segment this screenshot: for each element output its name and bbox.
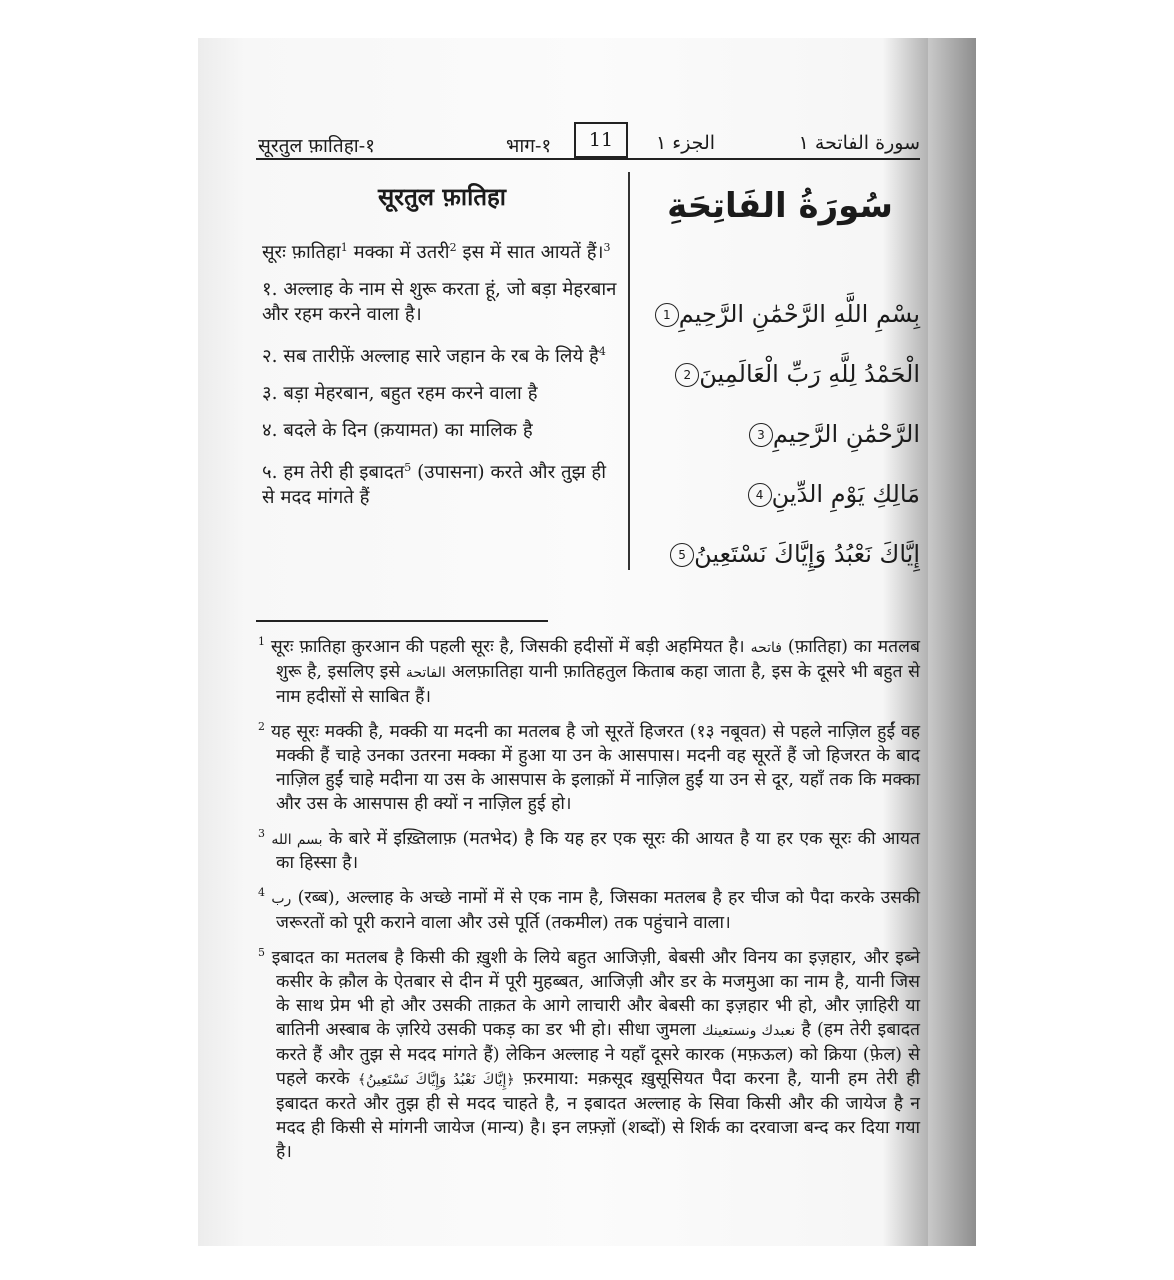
arabic-column [640,180,920,600]
ayah-number-marker: 5 [670,543,694,567]
footnote-3: $^3$ بسم الله के बारे में इख़्तिलाफ़ (मतभेद) है कि यह हर एक सूरः की आयत है या हर एक सूरः की आयत का हिस्सा है। [258,826,920,874]
ayah-3: الرَّحْمَٰنِ الرَّحِيمِ3 [640,420,920,456]
surah-title-hindi: सूरतुल फ़ातिहा [378,182,506,211]
verse-translation-4: ४. बदले के दिन (क़यामत) का मालिक है [262,420,533,442]
footnotes [258,630,920,1170]
header-surah-hindi: सूरतुल फ़ातिहा-१ [258,135,375,157]
header-juz-arabic: الجزء ١ [656,132,716,154]
ayah-number-marker: 2 [675,363,699,387]
ayah-number-marker: 1 [655,303,679,327]
ayah-4: مَالِكِ يَوْمِ الدِّينِ4 [640,480,920,516]
page-header [256,122,920,158]
ayah-1: بِسْمِ اللَّهِ الرَّحْمَٰنِ الرَّحِيمِ1 [640,300,920,336]
header-rule [256,158,920,160]
header-part: भाग-१ [506,135,552,157]
ayah-number-marker: 4 [748,483,772,507]
column-divider [628,172,630,570]
header-surah-arabic: سورة الفاتحة ١ [798,132,920,154]
page-number: 11 [574,122,628,158]
ayah-2: الْحَمْدُ لِلَّهِ رَبِّ الْعَالَمِينَ2 [640,360,920,396]
ayah-number-marker: 3 [749,423,773,447]
verse-translation-5: ५. हम तेरी ही इबादत$^5$ (उपासना) करते और तुझ ही से मदद मांगते हैं [262,461,607,509]
verse-translation-3: ३. बड़ा मेहरबान, बहुत रहम करने वाला है [262,383,538,405]
page-edge-shadow [928,38,976,1246]
surah-title-arabic: سُورَةُ الفَاتِحَةِ [667,186,893,226]
ayah-5: إِيَّاكَ نَعْبُدُ وَإِيَّاكَ نَسْتَعِينُ5 [640,540,920,576]
verse-translation-1: १. अल्लाह के नाम से शुरू करता हूं, जो बड़ा मेहरबान और रहम करने वाला है। [262,279,617,326]
footnote-4: $^4$ رب (रब्ब), अल्लाह के अच्छे नामों में से एक नाम है, जिसका मतलब है हर चीज को पैदा करके उसकी जरूरतों को पूरी कराने वाला और उसे पूर्ति (तकमील) तक पहुंचाने वाला। [258,886,920,934]
verse-translation-2: २. सब तारीफ़ें अल्लाह सारे जहान के रब के लिये है$^4$ [262,345,606,368]
translation-column [262,180,622,522]
footnote-rule [256,620,548,622]
intro-paragraph: सूरः फ़ातिहा$^1$ मक्का में उतरी$^2$ इस में सात आयतें हैं।$^3$ [262,241,611,264]
footnote-5: $^5$ इबादत का मतलब है किसी की ख़ुशी के लिये बहुत आजिज़ी, बेबसी और विनय का इज़हार, और इब्ने कसीर के क़ौल के ऐतबार से दीन में पूरी मुहब्बत, आजिज़ी और डर के मजमुआ का नाम है, यानी जिस के साथ प्रेम भी हो और उसकी ताक़त के आगे लाचारी और बेबसी का इज़हार भी हो, और ज़ाहिरी या बातिनी अस्बाब के ज़रिये उसकी पकड़ का डर भी हो। सीधा जुमला نعبدك ونستعينك है (हम तेरी इबादत करते हैं और तुझ से मदद मांगते हैं) लेकिन अल्लाह ने यहाँ दूसरे कारक (मफ़ऊल) को क्रिया (फ़ेल) से पहले करके ﴿إِيَّاكَ نَعْبُدُ وَإِيَّاكَ نَسْتَعِينُ﴾ फ़रमाया: मक़सूद ख़ुसूसियत पैदा करना है, यानी हम तेरी ही इबादत करते और तुझ ही से मदद चाहते है, न इबादत अल्लाह के सिवा किसी और की जायेज है न मदद ही किसी से मांगनी जायेज (मान्य) है। इन लफ़्ज़ों (शब्दों) से शिर्क का दरवाजा बन्द कर दिया गया है। [258,946,920,1163]
footnote-2: $^2$ यह सूरः मक्की है, मक्की या मदनी का मतलब है जो सूरतें हिजरत (१३ नबूवत) से पहले नाज़िल हुईं वह मक्की हैं चाहे उनका उतरना मक्का में हुआ या उन के आसपास। मदनी वह सूरतें हैं जो हिजरत के बाद नाज़िल हुईं चाहे मदीना या उस के आसपास के इलाक़ों में नाज़िल हुईं या उन से दूर, यहाँ तक कि मक्का और उस के आसपास ही क्यों न नाज़िल हुई हो। [258,719,920,814]
footnote-1: $^1$ सूरः फ़ातिहा क़ुरआन की पहली सूरः है, जिसकी हदीसों में बड़ी अहमियत है। فاتحه (फ़ातिहा) का मतलब शुरू है, इसलिए इसे الفاتحة अलफ़ातिहा यानी फ़ातिहतुल किताब कहा जाता है, इस के दूसरे भी बहुत से नाम हदीसों से साबित हैं। [258,635,920,707]
